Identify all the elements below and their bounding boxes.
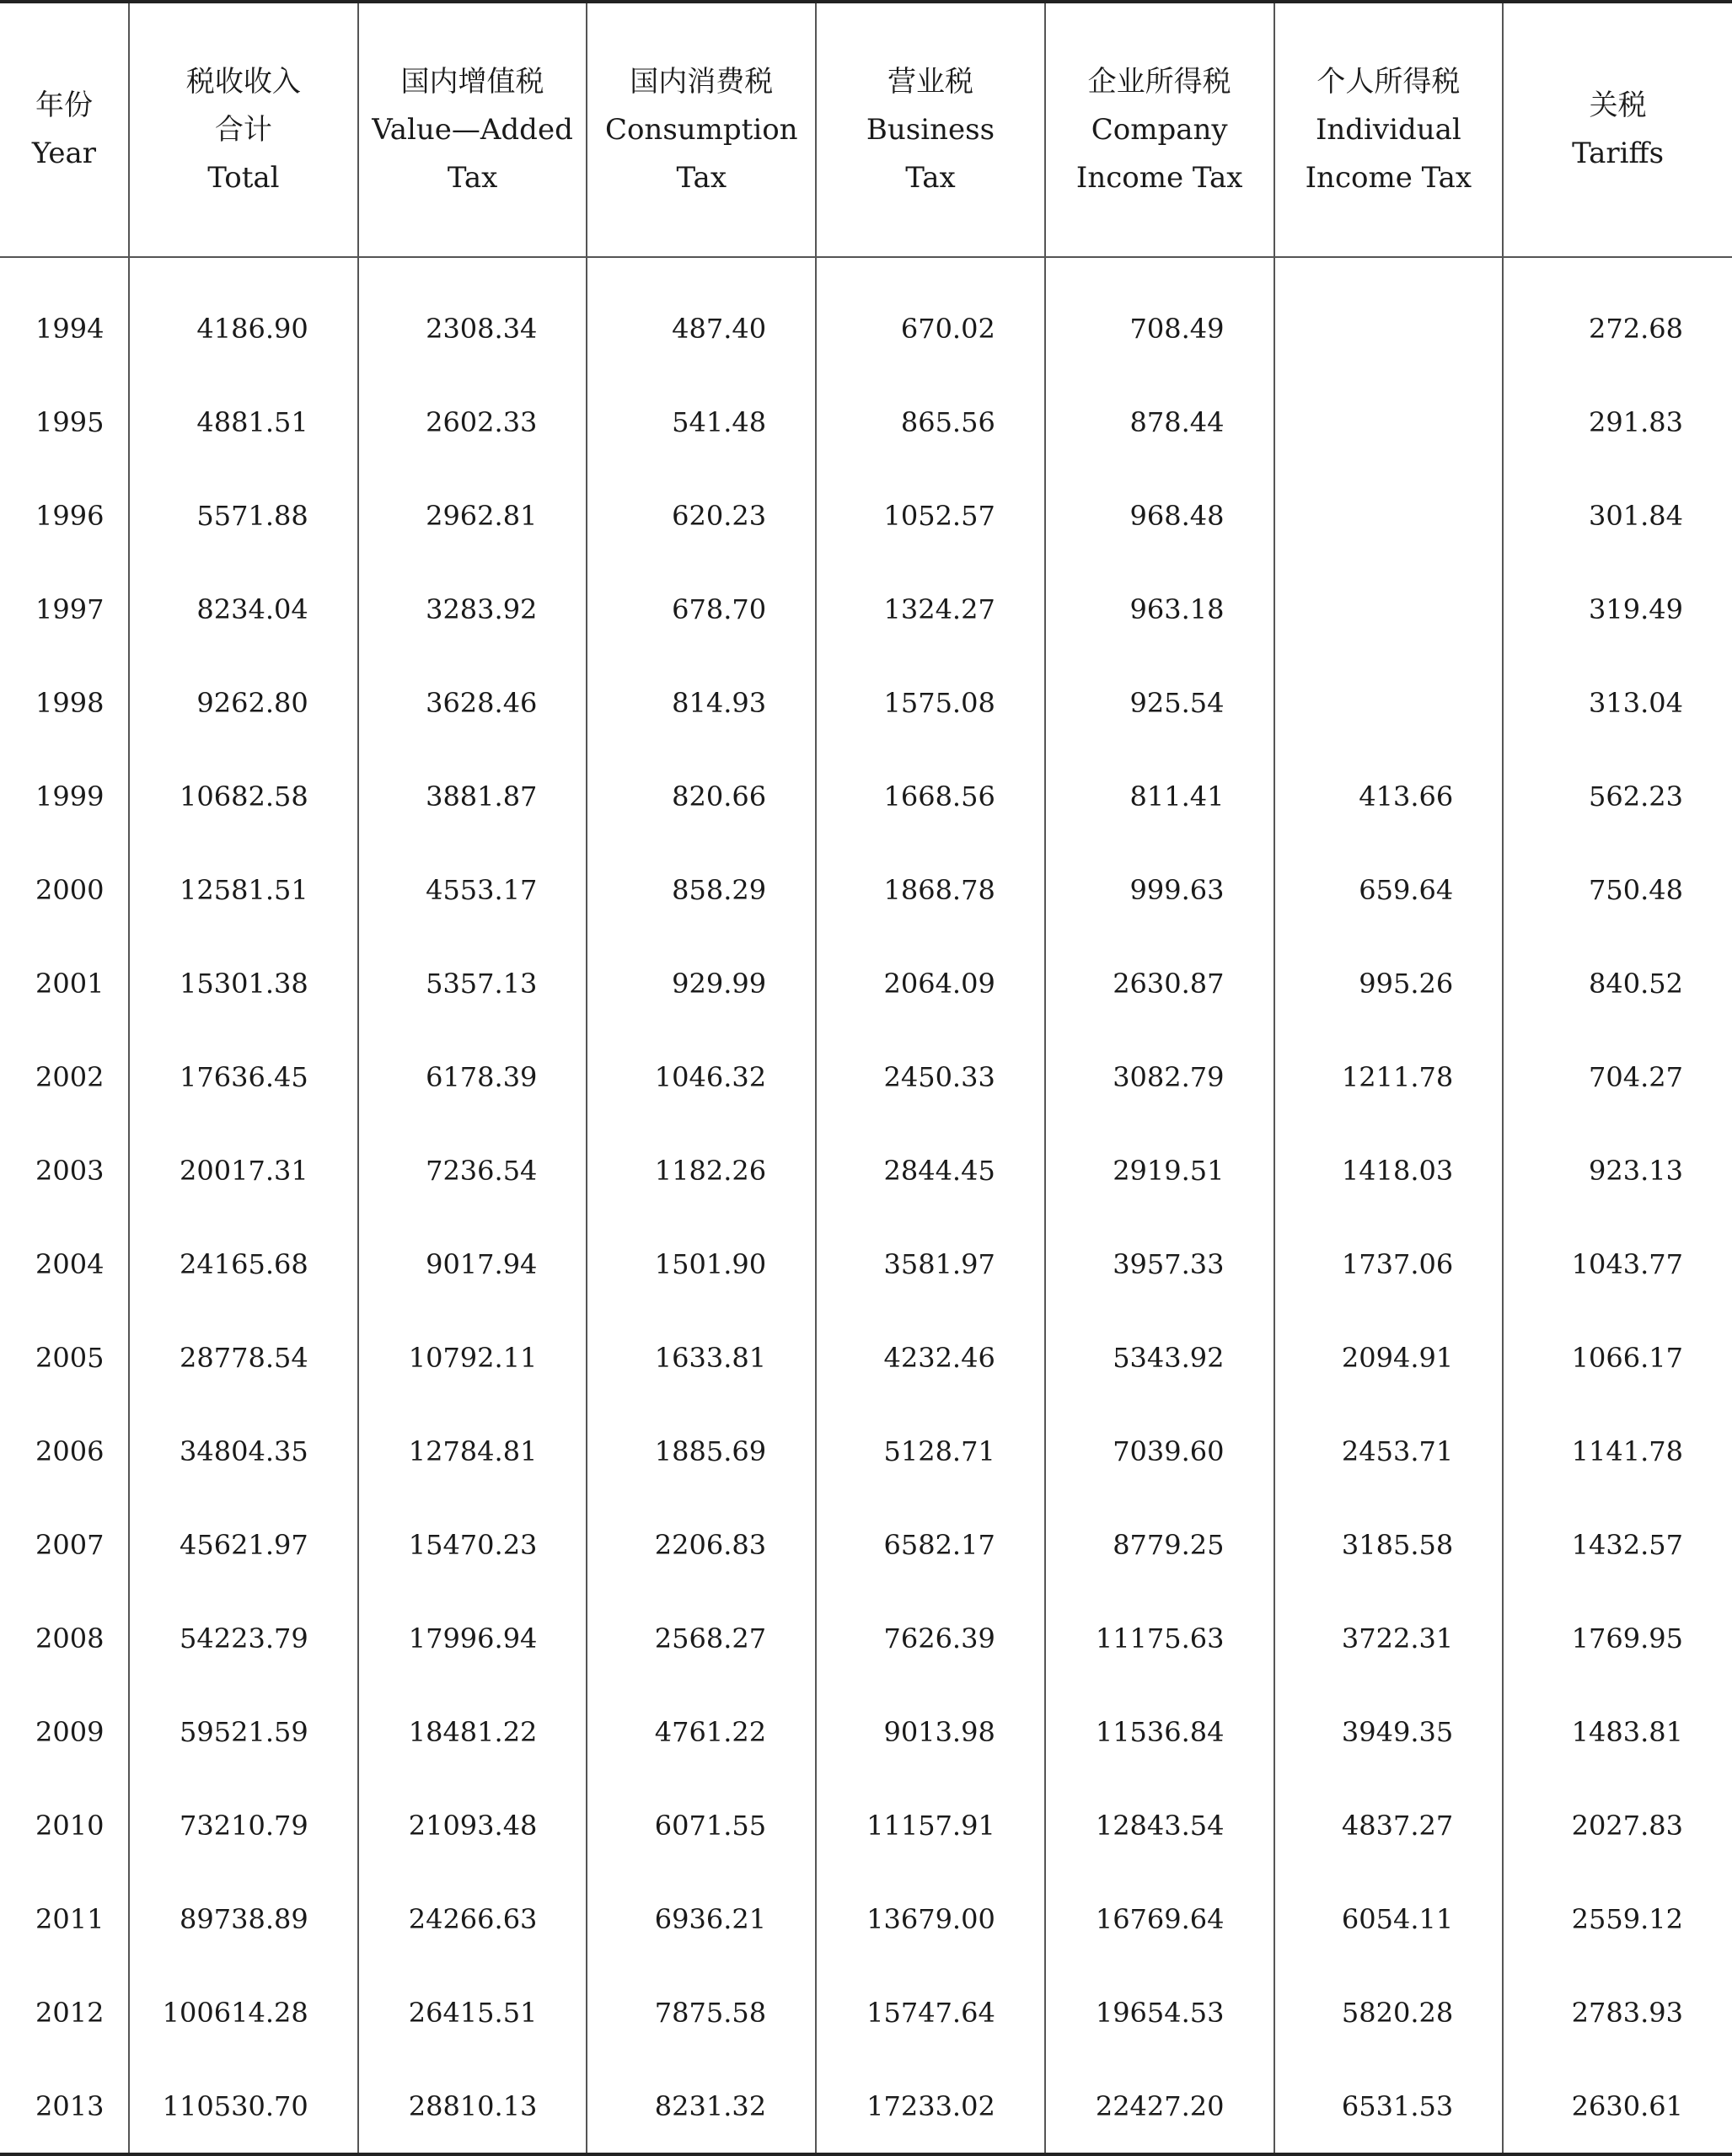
value-cell-individual-income-tax: 6531.53	[1274, 2059, 1504, 2154]
value-cell-tariffs: 923.13	[1589, 1154, 1683, 1187]
value-cell-value-added-tax: 15470.23	[358, 1498, 587, 1591]
table-row	[0, 1966, 1732, 2059]
table-row	[0, 2059, 1732, 2154]
year-cell: 2003	[0, 1124, 129, 1217]
value-cell-value-added-tax: 18481.22	[358, 1685, 587, 1778]
value-cell-consumption-tax: 814.93	[587, 656, 816, 749]
value-cell-value-added-tax: 3881.87	[358, 749, 587, 843]
value-cell-business-tax: 3581.97	[816, 1217, 1045, 1311]
value-cell-consumption-tax: 6071.55	[587, 1778, 816, 1872]
value-cell-company-income-tax: 22427.20	[1045, 2059, 1274, 2154]
year-cell: 1994	[0, 257, 129, 375]
value-cell-tariffs: 2559.12	[1571, 1902, 1683, 1935]
value-cell-company-income-tax: 811.41	[1045, 749, 1274, 843]
value-cell-total: 34804.35	[129, 1404, 358, 1498]
value-cell-value-added-tax: 2602.33	[358, 375, 587, 469]
value-cell-company-income-tax: 11175.63	[1045, 1591, 1274, 1685]
value-cell-consumption-tax: 541.48	[587, 375, 816, 469]
table-row	[0, 257, 1732, 375]
value-cell-individual-income-tax: 4837.27	[1274, 1778, 1504, 1872]
value-cell-total: 24165.68	[129, 1217, 358, 1311]
value-cell-consumption-tax: 820.66	[587, 749, 816, 843]
value-cell-value-added-tax: 26415.51	[358, 1966, 587, 2059]
column-header-line: 税收收入	[185, 64, 301, 99]
value-cell-value-added-tax: 3283.92	[358, 562, 587, 656]
year-cell: 2004	[0, 1217, 129, 1311]
value-cell-business-tax: 865.56	[816, 375, 1045, 469]
table-row	[0, 1311, 1732, 1404]
table-row	[0, 562, 1732, 656]
value-cell-total: 45621.97	[129, 1498, 358, 1591]
column-header-line: Total	[207, 160, 280, 195]
value-cell-tariffs: 562.23	[1589, 780, 1683, 813]
table-row	[0, 749, 1732, 843]
value-cell-consumption-tax: 1501.90	[587, 1217, 816, 1311]
column-header-consumption-tax	[587, 2, 816, 257]
table-row	[0, 375, 1732, 469]
value-cell-consumption-tax: 2206.83	[587, 1498, 816, 1591]
table-row	[0, 936, 1732, 1030]
table-row	[0, 656, 1732, 749]
value-cell-individual-income-tax	[1274, 562, 1504, 656]
value-cell-business-tax: 670.02	[816, 257, 1045, 375]
column-header-line: Tax	[447, 160, 498, 195]
value-cell-total: 20017.31	[129, 1124, 358, 1217]
value-cell-business-tax: 15747.64	[816, 1966, 1045, 2059]
value-cell-value-added-tax: 4553.17	[358, 843, 587, 936]
column-header-line: 营业税	[887, 64, 973, 99]
column-header-line: Individual	[1315, 112, 1461, 147]
value-cell-tariffs: 1066.17	[1571, 1341, 1683, 1374]
value-cell-tariffs: 272.68	[1589, 312, 1683, 345]
value-cell-consumption-tax: 620.23	[587, 469, 816, 562]
value-cell-value-added-tax: 28810.13	[358, 2059, 587, 2154]
value-cell-total: 59521.59	[129, 1685, 358, 1778]
column-header-line: Year	[31, 137, 97, 170]
value-cell-total: 8234.04	[129, 562, 358, 656]
value-cell-business-tax: 1052.57	[816, 469, 1045, 562]
column-header-company-income-tax	[1045, 2, 1274, 257]
year-cell: 2000	[0, 843, 129, 936]
value-cell-company-income-tax: 12843.54	[1045, 1778, 1274, 1872]
value-cell-total: 110530.70	[129, 2059, 358, 2154]
value-cell-business-tax: 5128.71	[816, 1404, 1045, 1498]
value-cell-company-income-tax: 7039.60	[1045, 1404, 1274, 1498]
value-cell-tariffs: 301.84	[1589, 499, 1683, 532]
value-cell-consumption-tax: 2568.27	[587, 1591, 816, 1685]
value-cell-business-tax: 2450.33	[816, 1030, 1045, 1124]
value-cell-total: 100614.28	[129, 1966, 358, 2059]
value-cell-tariffs: 704.27	[1589, 1060, 1683, 1093]
value-cell-value-added-tax: 17996.94	[358, 1591, 587, 1685]
value-cell-individual-income-tax: 1737.06	[1274, 1217, 1504, 1311]
value-cell-company-income-tax: 8779.25	[1045, 1498, 1274, 1591]
value-cell-business-tax: 1324.27	[816, 562, 1045, 656]
column-header-individual-income-tax	[1274, 2, 1504, 257]
value-cell-total: 10682.58	[129, 749, 358, 843]
value-cell-consumption-tax: 487.40	[587, 257, 816, 375]
value-cell-consumption-tax: 1885.69	[587, 1404, 816, 1498]
value-cell-individual-income-tax: 3722.31	[1274, 1591, 1504, 1685]
value-cell-business-tax: 4232.46	[816, 1311, 1045, 1404]
value-cell-total: 15301.38	[129, 936, 358, 1030]
column-header-total	[129, 2, 358, 257]
value-cell-company-income-tax: 2630.87	[1045, 936, 1274, 1030]
value-cell-individual-income-tax	[1274, 257, 1504, 375]
value-cell-individual-income-tax: 3949.35	[1274, 1685, 1504, 1778]
year-cell: 2008	[0, 1591, 129, 1685]
value-cell-tariffs: 1141.78	[1571, 1435, 1683, 1467]
column-header-value-added-tax	[358, 2, 587, 257]
value-cell-consumption-tax: 8231.32	[587, 2059, 816, 2154]
year-cell: 1997	[0, 562, 129, 656]
year-cell: 2001	[0, 936, 129, 1030]
value-cell-company-income-tax: 2919.51	[1045, 1124, 1274, 1217]
year-cell: 2010	[0, 1778, 129, 1872]
value-cell-individual-income-tax: 3185.58	[1274, 1498, 1504, 1591]
value-cell-business-tax: 11157.91	[816, 1778, 1045, 1872]
header-row	[0, 2, 1732, 257]
value-cell-tariffs: 313.04	[1589, 686, 1683, 719]
column-header-line: 关税	[1589, 88, 1647, 122]
value-cell-individual-income-tax: 1418.03	[1274, 1124, 1504, 1217]
value-cell-individual-income-tax: 6054.11	[1274, 1872, 1504, 1966]
value-cell-tariffs: 319.49	[1589, 593, 1683, 625]
year-cell: 1995	[0, 375, 129, 469]
value-cell-tariffs: 2630.61	[1571, 2089, 1683, 2122]
column-header-line: 年份	[35, 88, 93, 122]
value-cell-individual-income-tax	[1274, 656, 1504, 749]
value-cell-total: 4881.51	[129, 375, 358, 469]
value-cell-consumption-tax: 929.99	[587, 936, 816, 1030]
column-header-line: Income Tax	[1075, 160, 1243, 195]
table-row	[0, 1404, 1732, 1498]
value-cell-consumption-tax: 1633.81	[587, 1311, 816, 1404]
year-cell: 2009	[0, 1685, 129, 1778]
value-cell-business-tax: 13679.00	[816, 1872, 1045, 1966]
column-header-line: Business	[866, 112, 995, 147]
value-cell-value-added-tax: 24266.63	[358, 1872, 587, 1966]
value-cell-value-added-tax: 5357.13	[358, 936, 587, 1030]
value-cell-company-income-tax: 963.18	[1045, 562, 1274, 656]
year-cell: 1996	[0, 469, 129, 562]
table-row	[0, 1217, 1732, 1311]
value-cell-individual-income-tax	[1274, 469, 1504, 562]
value-cell-individual-income-tax: 2453.71	[1274, 1404, 1504, 1498]
column-header-line: 国内增值税	[400, 64, 544, 99]
value-cell-total: 89738.89	[129, 1872, 358, 1966]
value-cell-company-income-tax: 3957.33	[1045, 1217, 1274, 1311]
value-cell-individual-income-tax: 995.26	[1274, 936, 1504, 1030]
table-row	[0, 1778, 1732, 1872]
year-cell: 2007	[0, 1498, 129, 1591]
value-cell-total: 17636.45	[129, 1030, 358, 1124]
column-header-tariffs	[1503, 2, 1732, 257]
value-cell-total: 5571.88	[129, 469, 358, 562]
value-cell-total: 54223.79	[129, 1591, 358, 1685]
value-cell-tariffs: 750.48	[1589, 873, 1683, 906]
value-cell-individual-income-tax	[1274, 375, 1504, 469]
column-header-line: Tax	[676, 160, 727, 195]
table-row	[0, 843, 1732, 936]
value-cell-individual-income-tax: 659.64	[1274, 843, 1504, 936]
value-cell-total: 73210.79	[129, 1778, 358, 1872]
value-cell-company-income-tax: 19654.53	[1045, 1966, 1274, 2059]
value-cell-business-tax: 2064.09	[816, 936, 1045, 1030]
column-header-business-tax	[816, 2, 1045, 257]
year-cell: 2002	[0, 1030, 129, 1124]
value-cell-business-tax: 1668.56	[816, 749, 1045, 843]
value-cell-value-added-tax: 10792.11	[358, 1311, 587, 1404]
table-row	[0, 1124, 1732, 1217]
value-cell-value-added-tax: 21093.48	[358, 1778, 587, 1872]
year-cell: 2005	[0, 1311, 129, 1404]
value-cell-company-income-tax: 999.63	[1045, 843, 1274, 936]
value-cell-total: 12581.51	[129, 843, 358, 936]
column-header-year	[0, 2, 129, 257]
value-cell-value-added-tax: 7236.54	[358, 1124, 587, 1217]
value-cell-company-income-tax: 925.54	[1045, 656, 1274, 749]
column-header-line: 合计	[214, 112, 272, 147]
column-header-line: Income Tax	[1305, 160, 1472, 195]
value-cell-company-income-tax: 3082.79	[1045, 1030, 1274, 1124]
year-cell: 1999	[0, 749, 129, 843]
value-cell-consumption-tax: 6936.21	[587, 1872, 816, 1966]
value-cell-tariffs: 2783.93	[1571, 1996, 1683, 2029]
value-cell-value-added-tax: 9017.94	[358, 1217, 587, 1311]
value-cell-consumption-tax: 1182.26	[587, 1124, 816, 1217]
value-cell-individual-income-tax: 413.66	[1274, 749, 1504, 843]
value-cell-tariffs: 291.83	[1589, 405, 1683, 438]
value-cell-value-added-tax: 12784.81	[358, 1404, 587, 1498]
value-cell-individual-income-tax: 1211.78	[1274, 1030, 1504, 1124]
value-cell-value-added-tax: 3628.46	[358, 656, 587, 749]
value-cell-value-added-tax: 2962.81	[358, 469, 587, 562]
column-header-line: Tariffs	[1572, 137, 1665, 170]
column-header-line: 个人所得税	[1316, 64, 1461, 99]
value-cell-tariffs: 1432.57	[1571, 1528, 1683, 1561]
value-cell-business-tax: 1575.08	[816, 656, 1045, 749]
value-cell-total: 4186.90	[129, 257, 358, 375]
value-cell-tariffs: 1769.95	[1571, 1622, 1683, 1655]
column-header-line: 企业所得税	[1087, 64, 1231, 99]
column-header-line: Value—Added	[372, 112, 573, 147]
year-cell: 2006	[0, 1404, 129, 1498]
column-header-line: Company	[1091, 112, 1228, 147]
value-cell-consumption-tax: 1046.32	[587, 1030, 816, 1124]
value-cell-tariffs: 2027.83	[1571, 1809, 1683, 1842]
value-cell-business-tax: 7626.39	[816, 1591, 1045, 1685]
column-header-line: 国内消费税	[630, 64, 774, 99]
value-cell-business-tax: 17233.02	[816, 2059, 1045, 2154]
value-cell-company-income-tax: 16769.64	[1045, 1872, 1274, 1966]
value-cell-tariffs: 840.52	[1589, 967, 1683, 1000]
value-cell-company-income-tax: 11536.84	[1045, 1685, 1274, 1778]
value-cell-individual-income-tax: 5820.28	[1274, 1966, 1504, 2059]
value-cell-company-income-tax: 708.49	[1045, 257, 1274, 375]
value-cell-total: 28778.54	[129, 1311, 358, 1404]
column-header-line: Tax	[905, 160, 956, 195]
value-cell-tariffs: 1043.77	[1571, 1247, 1683, 1280]
value-cell-company-income-tax: 5343.92	[1045, 1311, 1274, 1404]
table-header	[0, 2, 1732, 257]
value-cell-consumption-tax: 858.29	[587, 843, 816, 936]
value-cell-business-tax: 2844.45	[816, 1124, 1045, 1217]
year-cell: 2013	[0, 2059, 129, 2154]
year-cell: 1998	[0, 656, 129, 749]
value-cell-value-added-tax: 6178.39	[358, 1030, 587, 1124]
column-header-line: Consumption	[604, 112, 798, 147]
table-row	[0, 1498, 1732, 1591]
value-cell-business-tax: 1868.78	[816, 843, 1045, 936]
table-row	[0, 1872, 1732, 1966]
table-body	[0, 257, 1732, 2154]
value-cell-consumption-tax: 7875.58	[587, 1966, 816, 2059]
value-cell-business-tax: 9013.98	[816, 1685, 1045, 1778]
table-row	[0, 1685, 1732, 1778]
value-cell-consumption-tax: 678.70	[587, 562, 816, 656]
year-cell: 2011	[0, 1872, 129, 1966]
value-cell-tariffs: 1483.81	[1571, 1715, 1683, 1748]
value-cell-value-added-tax: 2308.34	[358, 257, 587, 375]
value-cell-individual-income-tax: 2094.91	[1274, 1311, 1504, 1404]
value-cell-total: 9262.80	[129, 656, 358, 749]
table-row	[0, 1591, 1732, 1685]
value-cell-business-tax: 6582.17	[816, 1498, 1045, 1591]
value-cell-company-income-tax: 968.48	[1045, 469, 1274, 562]
table-row	[0, 1030, 1732, 1124]
table-row	[0, 469, 1732, 562]
year-cell: 2012	[0, 1966, 129, 2059]
value-cell-company-income-tax: 878.44	[1045, 375, 1274, 469]
value-cell-consumption-tax: 4761.22	[587, 1685, 816, 1778]
